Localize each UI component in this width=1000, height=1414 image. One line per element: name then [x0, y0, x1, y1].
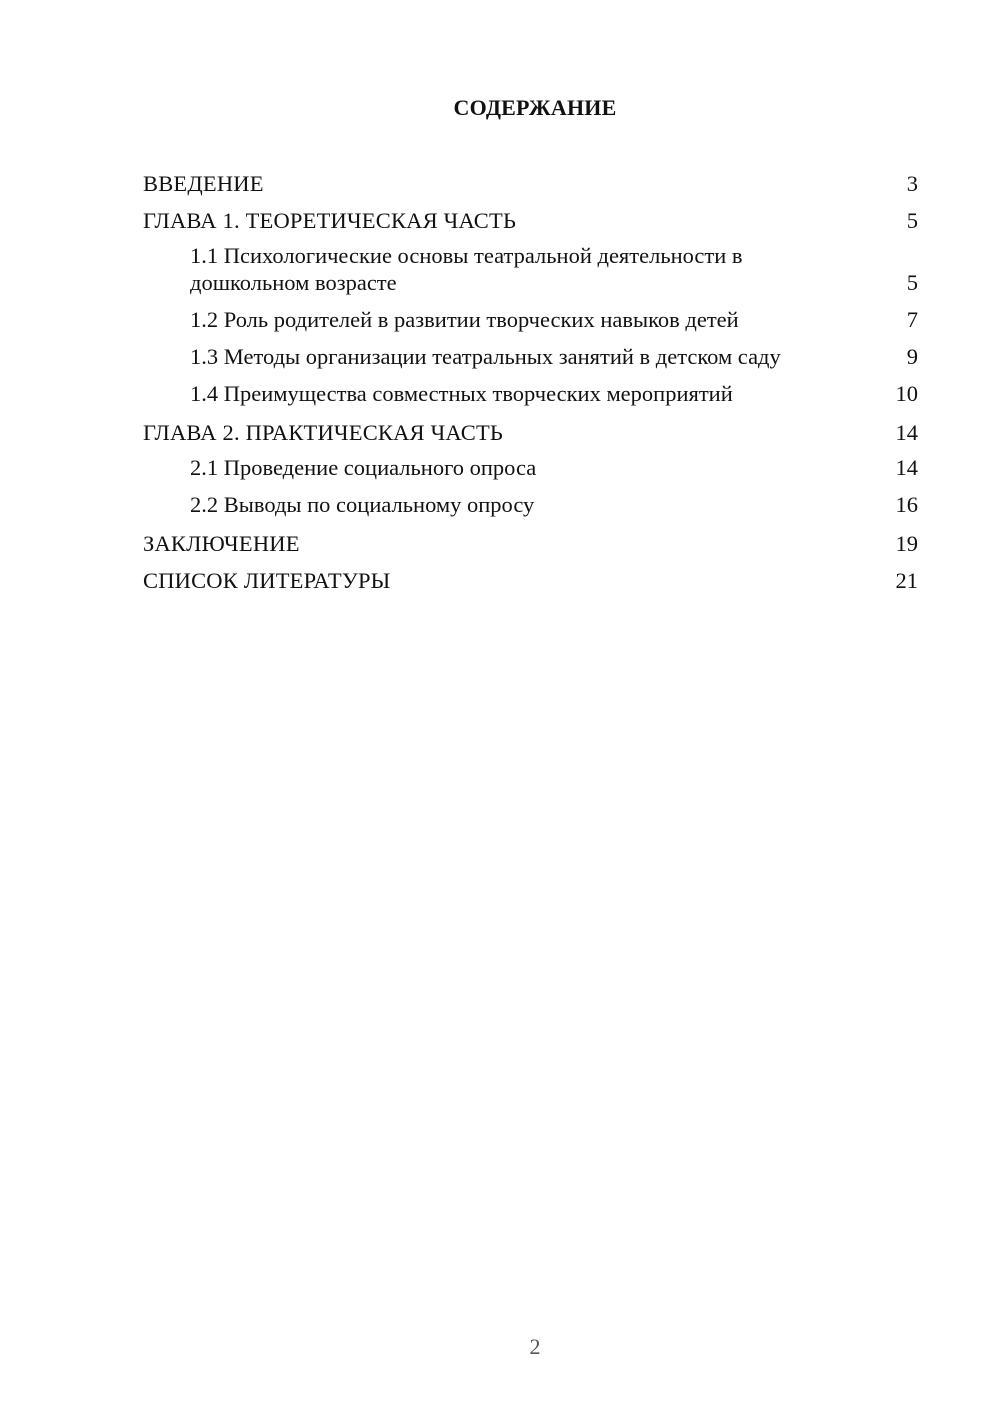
toc-entry-page: 9	[906, 344, 918, 369]
toc-entry-text: 1.3 Методы организации театральных занятий в детском саду	[190, 344, 781, 369]
toc-entry-text: ЗАКЛЮЧЕНИЕ	[143, 531, 300, 556]
toc-entry-page: 5	[906, 208, 918, 233]
toc-entry-chapter-2	[143, 417, 918, 454]
page-title: СОДЕРЖАНИЕ	[453, 95, 617, 120]
toc-entry-text: 1.4 Преимущества совместных творческих мероприятий	[190, 381, 733, 406]
toc-entry-text: ГЛАВА 1. ТЕОРЕТИЧЕСКАЯ ЧАСТЬ	[143, 208, 517, 233]
toc-entry-section-1-1	[143, 242, 918, 306]
toc-entry-text: 1.2 Роль родителей в развитии творческих навыков детей	[190, 307, 739, 332]
toc-entry-bibliography	[143, 565, 918, 602]
toc-entry-text: 2.2 Выводы по социальному опросу	[190, 492, 535, 517]
toc-entry-page: 5	[906, 270, 918, 295]
toc-entry-page: 16	[895, 492, 918, 517]
toc-entry-section-2-1	[143, 454, 918, 491]
toc-entry-section-1-2	[143, 306, 918, 343]
toc-entry-text: 2.1 Проведение социального опроса	[190, 455, 537, 480]
toc-entry-page: 7	[906, 307, 918, 332]
toc-entry-text: СПИСОК ЛИТЕРАТУРЫ	[143, 568, 391, 593]
toc-entry-section-1-3	[143, 343, 918, 380]
toc-entry-text: ВВЕДЕНИЕ	[143, 171, 264, 196]
toc-entry-section-2-2	[143, 491, 918, 528]
toc-entry-page: 3	[906, 171, 918, 196]
toc-entry-text: ГЛАВА 2. ПРАКТИЧЕСКАЯ ЧАСТЬ	[143, 420, 504, 445]
toc-entry-page: 21	[895, 568, 918, 593]
toc-entry-page: 19	[895, 531, 918, 556]
toc-entry-chapter-1	[143, 205, 918, 242]
table-of-contents	[143, 168, 918, 602]
toc-entry-page: 10	[895, 381, 918, 406]
page-number: 2	[529, 1334, 541, 1359]
toc-entry-section-1-4	[143, 380, 918, 417]
toc-entry-page: 14	[895, 455, 918, 480]
toc-entry-introduction	[143, 168, 918, 205]
toc-entry-page: 14	[895, 420, 918, 445]
toc-entry-conclusion	[143, 528, 918, 565]
toc-entry-text: 1.1 Психологические основы театральной деятельности в дошкольном возрасте	[190, 243, 743, 295]
